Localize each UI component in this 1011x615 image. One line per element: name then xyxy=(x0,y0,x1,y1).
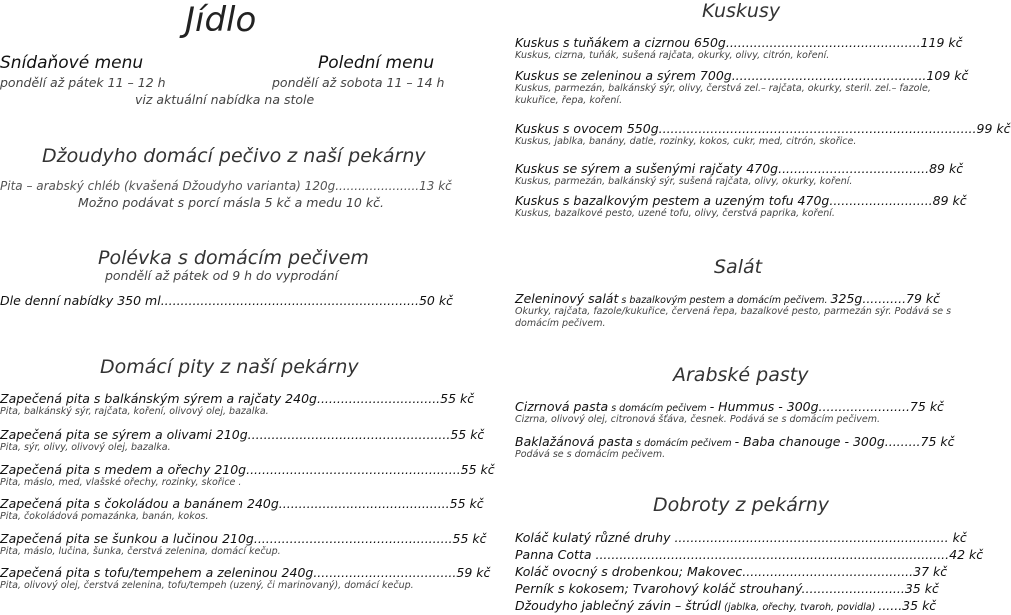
menu-item-name: Kuskus s tuňákem a cizrnou 650g.................................................119 kč xyxy=(515,35,963,50)
salad-desc: Okurky, rajčata, fazole/kukuřice, červená řepa, bazalkové pesto, parmezán sýr. Podává se s domácím pečivem. xyxy=(515,306,952,329)
desserts-title: Dobroty z pekárny xyxy=(653,494,829,516)
list-item xyxy=(515,399,960,434)
menu-item-desc: Kuskus, cizrna, tuňák, sušená rajčata, okurky, olivy, citrón, koření. xyxy=(515,50,830,61)
list-item xyxy=(515,193,967,225)
arabic-name-sub: s domácím pečivem xyxy=(633,438,735,449)
menu-item-name: Zapečená pita s čokoládou a banánem 240g...........................................55 kč xyxy=(0,496,484,511)
list-item xyxy=(0,462,495,496)
menu-item-name: Zapečená pita s balkánským sýrem a rajčaty 240g...............................55 kč xyxy=(0,391,475,406)
menu-item-name: Zapečená pita se sýrem a olivami 210g...................................................55 kč xyxy=(0,427,485,442)
dessert-name-sub: (jablka, ořechy, tvaroh, povidla) xyxy=(721,602,879,613)
list-item xyxy=(0,565,491,599)
list-item xyxy=(515,121,1011,161)
arabic-name: Baklažánová pasta xyxy=(515,434,634,449)
menu-item-desc: Pita, máslo, med, vlašské ořechy, rozinky, skořice . xyxy=(0,477,242,488)
soup-item: Dle denní nabídky 350 ml.................................................................50 kč xyxy=(0,293,453,308)
list-item xyxy=(515,161,964,193)
menu-item-desc: Cizrna, olivový olej, citronová šťáva, česnek. Podává se s domácím pečivem. xyxy=(515,414,880,425)
list-item: Koláč kulatý různé druhy ..................................................................... kč xyxy=(515,530,967,545)
dessert-price: ......35 kč xyxy=(878,598,937,613)
menu-item-desc: Kuskus, parmezán, balkánský sýr, olivy, čerstvá zel.– rajčata, okurky, steril. zel.– fazole, kukuřice, řepa, koření. xyxy=(515,83,931,106)
list-item xyxy=(0,391,475,427)
lunch-note: viz aktuální nabídka na stole xyxy=(135,92,315,107)
menu-item-desc: Pita, máslo, lučina, šunka, čerstvá zelenina, domácí kečup. xyxy=(0,546,281,557)
list-item xyxy=(515,598,960,615)
salad-price: 325g...........79 kč xyxy=(830,291,941,306)
list-item xyxy=(0,427,485,462)
menu-item-desc: Kuskus, bazalkové pesto, uzené tofu, olivy, čerstvá paprika, koření. xyxy=(515,208,835,219)
arabic-title: Arabské pasty xyxy=(673,364,809,386)
list-item xyxy=(515,434,960,469)
list-item: Koláč ovocný s drobenkou; Makovec...........................................37 kč xyxy=(515,564,948,579)
soup-title: Polévka s domácím pečivem xyxy=(98,247,369,269)
couscous-list xyxy=(515,35,1011,225)
bakery-title: Džoudyho domácí pečivo z naší pekárny xyxy=(42,145,426,167)
menu-item-name: Zapečená pita s medem a ořechy 210g......................................................55 kč xyxy=(0,462,495,477)
menu-item-name: Kuskus s ovocem 550g................................................................................99 kč xyxy=(515,121,1011,136)
menu-item-name: Zapečená pita s tofu/tempehem a zeleninou 240g....................................59 kč xyxy=(0,565,491,580)
lunch-hours: pondělí až sobota 11 – 14 h xyxy=(272,75,445,90)
salad-title: Salát xyxy=(714,256,763,278)
breakfast-hours: pondělí až pátek 11 – 12 h xyxy=(0,75,166,90)
list-item xyxy=(515,35,963,68)
lunch-title: Polední menu xyxy=(318,53,435,73)
menu-item-desc: Pita, balkánský sýr, rajčata, koření, olivový olej, bazalka. xyxy=(0,406,269,417)
breakfast-title: Snídaňové menu xyxy=(0,53,144,73)
menu-item-desc: Kuskus, jablka, banány, datle, rozinky, kokos, cukr, med, citrón, skořice. xyxy=(515,136,857,147)
soup-hours: pondělí až pátek od 9 h do vyprodání xyxy=(105,268,339,283)
dessert-name: Džoudyho jablečný závin – štrúdl xyxy=(515,598,722,613)
salad-name-sub: s bazalkovým pestem a domácím pečivem. xyxy=(618,295,831,306)
arabic-price: - Hummus - 300g.......................75 kč xyxy=(709,399,944,414)
list-item xyxy=(0,496,484,531)
arabic-name: Cizrnová pasta xyxy=(515,399,609,414)
list-item: Panna Cotta .........................................................................................42 kč xyxy=(515,547,984,562)
list-item xyxy=(0,531,487,565)
bakery-item: Pita – arabský chléb (kvašená Džoudyho varianta) 120g......................13 kč xyxy=(0,179,452,193)
arabic-list xyxy=(515,399,960,469)
page-title: Jídlo xyxy=(185,0,257,40)
menu-item-desc: Pita, čokoládová pomazánka, banán, kokos. xyxy=(0,511,209,522)
salad-item xyxy=(515,291,960,330)
bakery-note: Možno podávat s porcí másla 5 kč a medu 10 kč. xyxy=(78,195,384,210)
menu-item-name: Zapečená pita se šunkou a lučinou 210g..................................................55 kč xyxy=(0,531,487,546)
list-item xyxy=(515,68,969,121)
menu-item-desc: Podává se s domácím pečivem. xyxy=(515,449,666,460)
desserts-list xyxy=(515,530,984,615)
arabic-name-sub: s domácím pečivem xyxy=(608,403,710,414)
list-item: Perník s kokosem; Tvarohový koláč strouhaný..........................35 kč xyxy=(515,581,939,596)
salad-name: Zeleninový salát xyxy=(515,291,619,306)
couscous-title: Kuskusy xyxy=(702,0,781,22)
arabic-price: - Baba chanouge - 300g.........75 kč xyxy=(734,434,955,449)
menu-item-name: Kuskus s bazalkovým pestem a uzeným tofu 470g..........................89 kč xyxy=(515,193,967,208)
menu-item-desc: Kuskus, parmezán, balkánský sýr, sušená rajčata, olivy, okurky, koření. xyxy=(515,176,853,187)
menu-item-desc: Pita, olivový olej, čerstvá zelenina, tofu/tempeh (uzený, či marinovaný), domácí kečup. xyxy=(0,580,414,591)
menu-item-name: Kuskus se sýrem a sušenými rajčaty 470g......................................89 kč xyxy=(515,161,964,176)
pitas-list xyxy=(0,391,495,599)
menu-item-name: Kuskus se zeleninou a sýrem 700g.................................................109 kč xyxy=(515,68,969,83)
pitas-title: Domácí pity z naší pekárny xyxy=(100,356,359,378)
menu-item-desc: Pita, sýr, olivy, olivový olej, bazalka. xyxy=(0,442,171,453)
